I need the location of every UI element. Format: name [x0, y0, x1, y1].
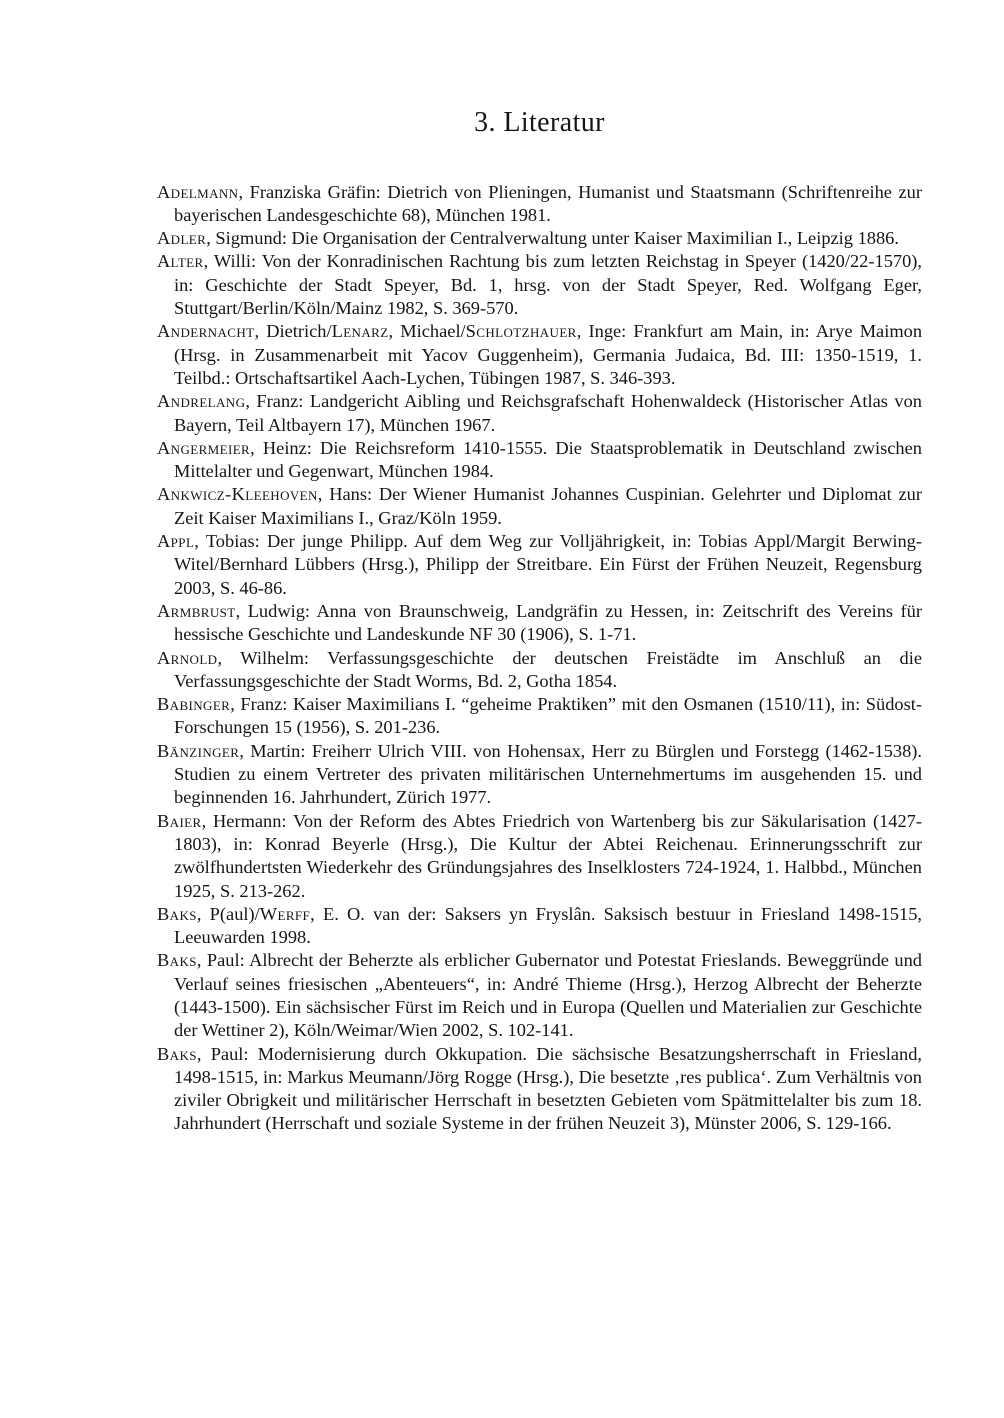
author-name: Ankwicz-Kleehoven: [157, 484, 318, 505]
bibliography-entry: Arnold, Wilhelm: Verfassungsgeschichte der deutschen Freistädte im Anschluß an die Verfassungsgeschichte der Stadt Worms, Bd. 2, Gotha 1854.: [157, 647, 922, 691]
author-name: Babinger: [157, 694, 231, 715]
bibliography-entry: Armbrust, Ludwig: Anna von Braunschweig, Landgräfin zu Hessen, in: Zeitschrift des Vereins für hessische Geschichte und Landeskunde NF 30 (1906), S. 1-71.: [157, 600, 922, 645]
author-name: Baks: [157, 1043, 197, 1064]
author-name: Arnold: [157, 647, 218, 668]
author-name: Lenarz: [331, 321, 389, 342]
section-title: 3. Literatur: [474, 107, 605, 138]
author-name: Baks: [157, 903, 197, 924]
bibliography-entry: Bänzinger, Martin: Freiherr Ulrich VIII. von Hohensax, Herr zu Bürglen und Forstegg (1462-1538). Studien zu einem Vertreter des privaten militärischen Unternehmertums im ausgehenden 15. und beginnenden 16. Jahrhundert, Zürich 1977.: [157, 740, 922, 808]
author-name: Andernacht: [157, 321, 255, 342]
bibliography-entry: Alter, Willi: Von der Konradinischen Rachtung bis zum letzten Reichstag in Speyer (1420/22-1570), in: Geschichte der Stadt Speyer, Bd. 1, hrsg. von der Stadt Speyer, Red. Wolfgang Eger, Stuttgart/Berlin/Köln/Mainz 1982, S. 369-570.: [157, 251, 922, 319]
author-name: Bänzinger: [157, 740, 240, 761]
author-name: Werff: [259, 903, 311, 924]
bibliography-entry: Babinger, Franz: Kaiser Maximilians I. “geheime Praktiken” mit den Osmanen (1510/11), in: Südost-Forschungen 15 (1956), S. 201-236.: [157, 694, 922, 738]
author-name: Armbrust: [157, 600, 236, 621]
bibliography-entry: Adler, Sigmund: Die Organisation der Centralverwaltung unter Kaiser Maximilian I., Leipzig 1886.: [157, 228, 899, 249]
author-name: Andrelang: [157, 391, 246, 412]
bibliography-entry: Adelmann, Franziska Gräfin: Dietrich von Plieningen, Humanist und Staatsmann (Schriftenreihe zur bayerischen Landesgeschichte 68), München 1981.: [157, 181, 922, 225]
author-name: Schlotzhauer: [465, 321, 577, 342]
bibliography-list: [157, 181, 922, 1136]
bibliography-entry: Andrelang, Franz: Landgericht Aibling und Reichsgrafschaft Hohenwaldeck (Historischer Atlas von Bayern, Teil Altbayern 17), München 1967.: [157, 391, 922, 435]
author-name: Alter: [157, 251, 204, 272]
bibliography-entry: Appl, Tobias: Der junge Philipp. Auf dem Weg zur Volljährigkeit, in: Tobias Appl/Margit Berwing-Witel/Bernhard Lübbers (Hrsg.), Philipp der Streitbare. Ein Fürst der Frühen Neuzeit, Regensburg 2003, S. 46-86.: [157, 531, 922, 598]
author-name: Adelmann: [157, 181, 239, 202]
bibliography-entry: Baks, P(aul)/Werff, E. O. van der: Saksers yn Fryslân. Saksisch bestuur in Friesland 1498-1515, Leeuwarden 1998.: [157, 903, 922, 948]
bibliography-entry: Ankwicz-Kleehoven, Hans: Der Wiener Humanist Johannes Cuspinian. Gelehrter und Diplomat zur Zeit Kaiser Maximilians I., Graz/Köln 1959.: [157, 484, 922, 528]
bibliography-entry: Baks, Paul: Albrecht der Beherzte als erblicher Gubernator und Potestat Frieslands. Beweggründe und Verlauf seines friesischen „Abenteuers“, in: André Thieme (Hrsg.), Herzog Albrecht der Beherzte (1443-1500). Ein sächsischer Fürst im Reich und in Europa (Quellen und Materialien zur Geschichte der Wettiner 2), Köln/Weimar/Wien 2002, S. 102-141.: [157, 950, 922, 1041]
author-name: Adler: [157, 228, 207, 249]
author-name: Appl: [157, 531, 195, 552]
bibliography-entry: Baks, Paul: Modernisierung durch Okkupation. Die sächsische Besatzungsherrschaft in Friesland, 1498-1515, in: Markus Meumann/Jörg Rogge (Hrsg.), Die besetzte ‚res publica‘. Zum Verhältnis von ziviler Obrigkeit und militärischer Herrschaft in besetzten Gebieten vom Spätmittelalter bis zum 18. Jahrhundert (Herrschaft und soziale Systeme in der frühen Neuzeit 3), Münster 2006, S. 129-166.: [157, 1043, 922, 1134]
author-name: Baks: [157, 950, 197, 971]
author-name: Angermeier: [157, 437, 251, 458]
author-name: Baier: [157, 810, 202, 831]
bibliography-entry: Andernacht, Dietrich/Lenarz, Michael/Schlotzhauer, Inge: Frankfurt am Main, in: Arye Maimon (Hrsg. in Zusammenarbeit mit Yacov Guggenheim), Germania Judaica, Bd. III: 1350-1519, 1. Teilbd.: Ortschaftsartikel Aach-Lychen, Tübingen 1987, S. 346-393.: [157, 321, 923, 388]
bibliography-entry: Baier, Hermann: Von der Reform des Abtes Friedrich von Wartenberg bis zur Säkularisation (1427-1803), in: Konrad Beyerle (Hrsg.), Die Kultur der Abtei Reichenau. Erinnerungsschrift zur zwölfhundertsten Wiederkehr des Gründungsjahres des Inselklosters 724-1924, 1. Halbbd., München 1925, S. 213-262.: [157, 810, 922, 901]
bibliography-entry: Angermeier, Heinz: Die Reichsreform 1410-1555. Die Staatsproblematik in Deutschland zwischen Mittelalter und Gegenwart, München 1984.: [157, 437, 922, 482]
